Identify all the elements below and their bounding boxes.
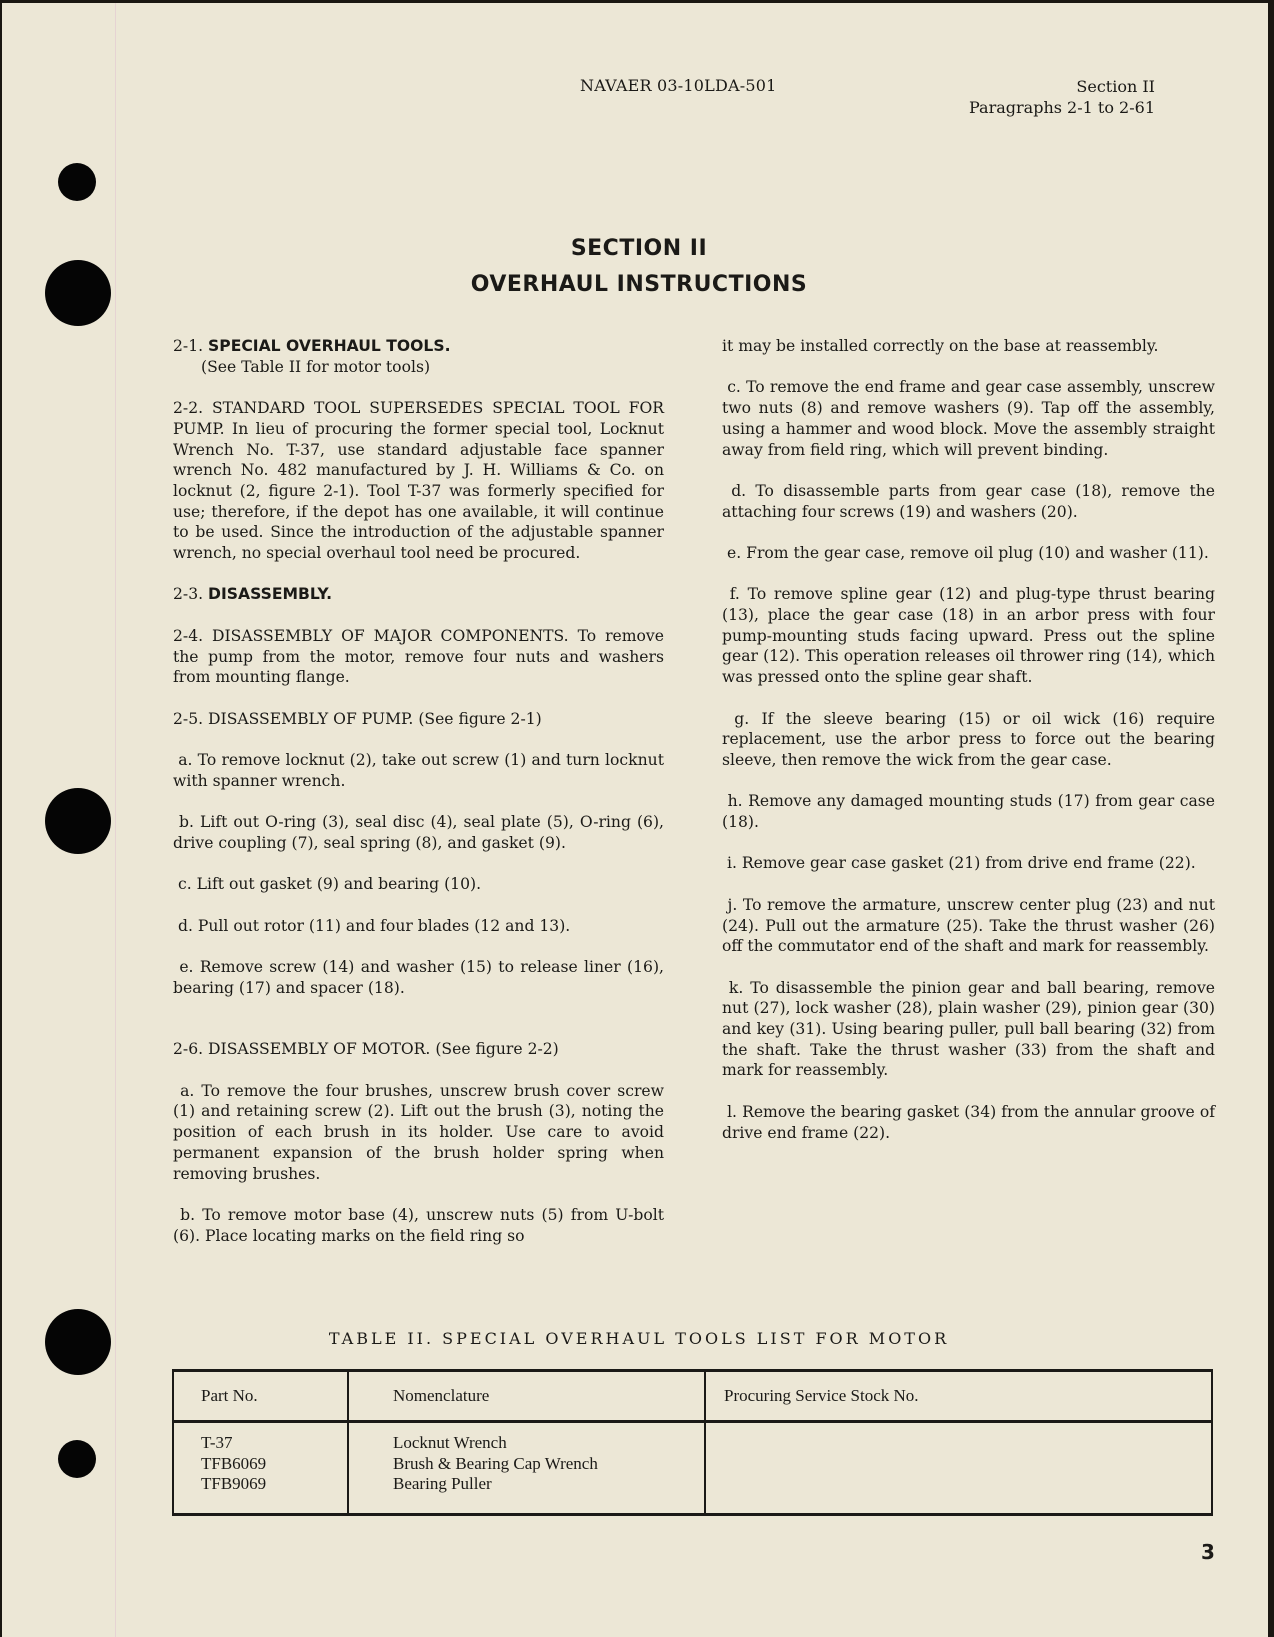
paragraph-range: Paragraphs 2-1 to 2-61 bbox=[969, 98, 1155, 117]
figure-reference: (See figure 2-1) bbox=[418, 709, 542, 728]
paragraph-heading: STANDARD TOOL SUPERSEDES SPECIAL TOOL FOR PUMP. bbox=[173, 399, 664, 438]
step-2-6-h: h. Remove any damaged mounting studs (17) from gear case (18). bbox=[722, 792, 1215, 832]
step-2-6-b-continuation: it may be installed correctly on the base at reassembly. bbox=[722, 337, 1159, 355]
paragraph-heading: DISASSEMBLY OF MOTOR. bbox=[208, 1040, 431, 1059]
document-number: NAVAER 03-10LDA-501 bbox=[580, 76, 777, 95]
step-2-5-a: a. To remove locknut (2), take out screw (1) and turn locknut with spanner wrench. bbox=[173, 750, 664, 790]
step-2-6-d: d. To disassemble parts from gear case (18), remove the attaching four screws (19) and washers (20). bbox=[722, 481, 1215, 521]
paragraph-2-3: 2-3. DISASSEMBLY. bbox=[173, 585, 333, 604]
step-2-5-c: c. Lift out gasket (9) and bearing (10). bbox=[177, 875, 482, 894]
section-reference bbox=[969, 76, 1155, 118]
table-header-row bbox=[173, 1371, 1212, 1422]
step-2-6-j: j. To remove the armature, unscrew center plug (23) and nut (24). Pull out the armature (25). Take the thrust washer (26) off the commutator end of the shaft and mark for reassembly. bbox=[722, 895, 1215, 956]
section-label: Section II bbox=[1076, 77, 1155, 96]
column-header-stock-no: Procuring Service Stock No. bbox=[705, 1371, 1212, 1422]
right-column bbox=[722, 336, 1215, 1164]
step-2-6-g: g. If the sleeve bearing (15) or oil wick (16) require replacement, use the arbor press to force out the bearing sleeve, then remove the wick from the gear case. bbox=[722, 709, 1215, 769]
step-2-6-a: a. To remove the four brushes, unscrew brush cover screw (1) and retaining screw (2). Lift out the brush (3), noting the position of each brush in its holder. Use care to avoid permanent expansion of the brush holder spring when removing brushes. bbox=[173, 1081, 664, 1183]
step-2-6-b: b. To remove motor base (4), unscrew nuts (5) from U-bolt (6). Place locating marks on the field ring so bbox=[173, 1205, 664, 1245]
step-2-6-i: i. Remove gear case gasket (21) from drive end frame (22). bbox=[726, 854, 1196, 873]
binder-hole-small-top bbox=[58, 163, 96, 201]
part-number-cell: T-37 TFB6069 TFB9069 bbox=[173, 1422, 348, 1515]
step-2-6-c: c. To remove the end frame and gear case assembly, unscrew two nuts (8) and remove washers (9). Tap off the assembly, using a hammer and wood block. Move the assembly straight away from field ring, which will prevent binding. bbox=[722, 378, 1215, 459]
step-2-6-e: e. From the gear case, remove oil plug (10) and washer (11). bbox=[726, 543, 1209, 562]
table-title: TABLE II. SPECIAL OVERHAUL TOOLS LIST FOR MOTOR bbox=[328, 1329, 950, 1348]
paragraph-body: To remove the pump from the motor, remove four nuts and washers from mounting flange. bbox=[173, 626, 664, 687]
step-2-5-e: e. Remove screw (14) and washer (15) to release liner (16), bearing (17) and spacer (18). bbox=[173, 957, 664, 997]
nomenclature-cell: Locknut Wrench Brush & Bearing Cap Wrench Bearing Puller bbox=[348, 1422, 705, 1515]
step-2-6-l: l. Remove the bearing gasket (34) from the annular groove of drive end frame (22). bbox=[722, 1102, 1215, 1142]
binder-hole-large-middle bbox=[45, 788, 111, 854]
figure-reference: (See figure 2-2) bbox=[435, 1040, 559, 1059]
column-header-nomenclature: Nomenclature bbox=[348, 1371, 705, 1422]
paragraph-2-6: 2-6. DISASSEMBLY OF MOTOR. (See figure 2-2) bbox=[173, 1040, 559, 1059]
paragraph-heading: DISASSEMBLY. bbox=[208, 585, 333, 604]
left-column bbox=[173, 336, 664, 1267]
paragraph-note: (See Table II for motor tools) bbox=[201, 357, 431, 376]
step-2-6-k: k. To disassemble the pinion gear and ball bearing, remove nut (27), lock washer (28), plain washer (29), pinion gear (30) and key (31). Using bearing puller, pull ball bearing (32) from the shaft. Take the thrust washer (33) from the shaft and mark for reassembly. bbox=[722, 978, 1215, 1080]
step-2-5-b: b. Lift out O-ring (3), seal disc (4), seal plate (5), O-ring (6), drive coupling (7), seal spring (8), and gasket (9). bbox=[173, 813, 664, 852]
document-page bbox=[2, 3, 1268, 1637]
paragraph-2-1: 2-1. SPECIAL OVERHAUL TOOLS. (See Table II for motor tools) bbox=[173, 337, 451, 376]
section-subtitle: OVERHAUL INSTRUCTIONS bbox=[470, 272, 808, 297]
table-row bbox=[173, 1422, 1212, 1515]
paragraph-heading: DISASSEMBLY OF PUMP. bbox=[208, 709, 414, 728]
column-header-part-no: Part No. bbox=[173, 1371, 348, 1422]
step-2-5-d: d. Pull out rotor (11) and four blades (12 and 13). bbox=[177, 916, 571, 935]
special-tools-table bbox=[172, 1369, 1213, 1516]
page-number: 3 bbox=[1201, 1540, 1215, 1564]
paragraph-2-4: 2-4. DISASSEMBLY OF MAJOR COMPONENTS. To remove the pump from the motor, remove four nuts and washers from mounting flange. bbox=[173, 626, 664, 687]
binder-hole-small-bottom bbox=[58, 1440, 96, 1478]
step-2-6-f: f. To remove spline gear (12) and plug-type thrust bearing (13), place the gear case (18) in an arbor press with four pump-mounting studs facing upward. Press out the spline gear (12). This operation releases oil thrower ring (14), which was pressed onto the spline gear shaft. bbox=[722, 585, 1215, 687]
paragraph-body: In lieu of procuring the former special tool, Locknut Wrench No. T-37, use standard adjustable face spanner wrench No. 482 manufactured by J. H. Williams & Co. on locknut (2, figure 2-1). Tool T-37 was formerly specified for use; therefore, if the depot has one available, it will continue to be used. Since the introduction of the adjustable spanner wrench, no special overhaul tool need be procured. bbox=[173, 419, 664, 563]
stock-number-cell bbox=[705, 1422, 1212, 1515]
page-title bbox=[2, 231, 1274, 303]
paragraph-2-5: 2-5. DISASSEMBLY OF PUMP. (See figure 2-1) bbox=[173, 709, 542, 728]
paragraph-heading: DISASSEMBLY OF MAJOR COMPONENTS. bbox=[212, 626, 569, 645]
section-title: SECTION II bbox=[570, 236, 708, 261]
paragraph-2-2: 2-2. STANDARD TOOL SUPERSEDES SPECIAL TOOL FOR PUMP. In lieu of procuring the former special tool, Locknut Wrench No. T-37, use standard adjustable face spanner wrench No. 482 manufactured by J. H. Williams & Co. on locknut (2, figure 2-1). Tool T-37 was formerly specified for use; therefore, if the depot has one available, it will continue to be used. Since the introduction of the adjustable spanner wrench, no special overhaul tool need be procured. bbox=[173, 399, 664, 563]
paragraph-heading: SPECIAL OVERHAUL TOOLS. bbox=[208, 337, 451, 355]
